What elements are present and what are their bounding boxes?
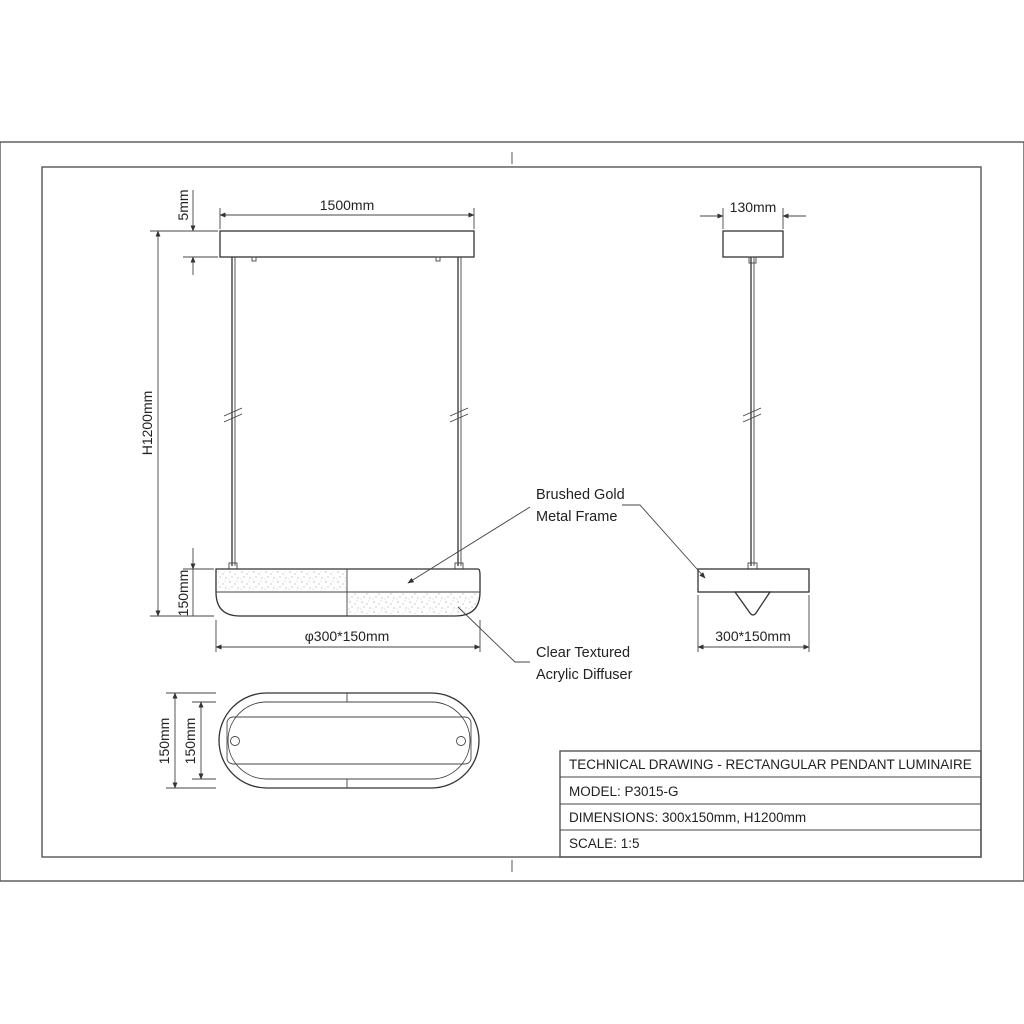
dim-canopy-thickness: 5mm bbox=[175, 189, 191, 221]
side-cable-clip bbox=[749, 257, 756, 263]
dim-plan-outer: 150mm bbox=[156, 717, 172, 765]
title-block-model: MODEL: P3015-G bbox=[569, 784, 679, 799]
leader-diffuser bbox=[458, 607, 530, 662]
plan-outer-shell bbox=[219, 693, 479, 788]
plan-dimensions bbox=[156, 693, 216, 788]
side-view bbox=[698, 231, 809, 615]
title-block bbox=[560, 751, 981, 857]
dim-height: H1200mm bbox=[139, 390, 155, 456]
label-diffuser-line2: Acrylic Diffuser bbox=[536, 667, 633, 683]
title-block-dimensions: DIMENSIONS: 300x150mm, H1200mm bbox=[569, 810, 807, 825]
dim-width-top: 1500mm bbox=[319, 197, 375, 213]
plan-mount-hole-right bbox=[457, 737, 466, 746]
leader-frame-front bbox=[408, 507, 530, 583]
label-diffuser-line1: Clear Textured bbox=[536, 645, 631, 661]
dim-fixture-height: 150mm bbox=[175, 569, 191, 617]
side-fixture-body bbox=[698, 569, 809, 592]
callouts bbox=[408, 487, 705, 683]
cable-grip-left bbox=[229, 563, 237, 569]
front-canopy bbox=[220, 231, 474, 257]
front-view bbox=[216, 231, 480, 616]
side-dimensions bbox=[698, 199, 809, 652]
diffuser-texture-bottom-right bbox=[348, 593, 478, 614]
side-diffuser bbox=[735, 592, 770, 615]
side-canopy bbox=[723, 231, 783, 257]
title-block-title: TECHNICAL DRAWING - RECTANGULAR PENDANT LUMINAIRE bbox=[569, 757, 972, 772]
dim-side-canopy: 130mm bbox=[729, 199, 777, 215]
label-frame-line1: Brushed Gold bbox=[536, 487, 625, 503]
title-block-scale: SCALE: 1:5 bbox=[569, 836, 640, 851]
plan-mount-hole-left bbox=[231, 737, 240, 746]
dim-diameter: φ300*150mm bbox=[304, 628, 390, 644]
dim-side-width: 300*150mm bbox=[715, 628, 791, 644]
cable-grip-right bbox=[455, 563, 463, 569]
dim-plan-inner: 150mm bbox=[182, 717, 198, 765]
plan-top-plate bbox=[227, 717, 471, 764]
plan-view bbox=[219, 693, 479, 788]
side-cable-grip bbox=[748, 563, 757, 569]
plan-inner-ring bbox=[228, 702, 470, 779]
label-frame-line2: Metal Frame bbox=[536, 509, 618, 525]
diffuser-texture-top-left bbox=[218, 571, 346, 591]
leader-frame-side bbox=[622, 505, 705, 578]
